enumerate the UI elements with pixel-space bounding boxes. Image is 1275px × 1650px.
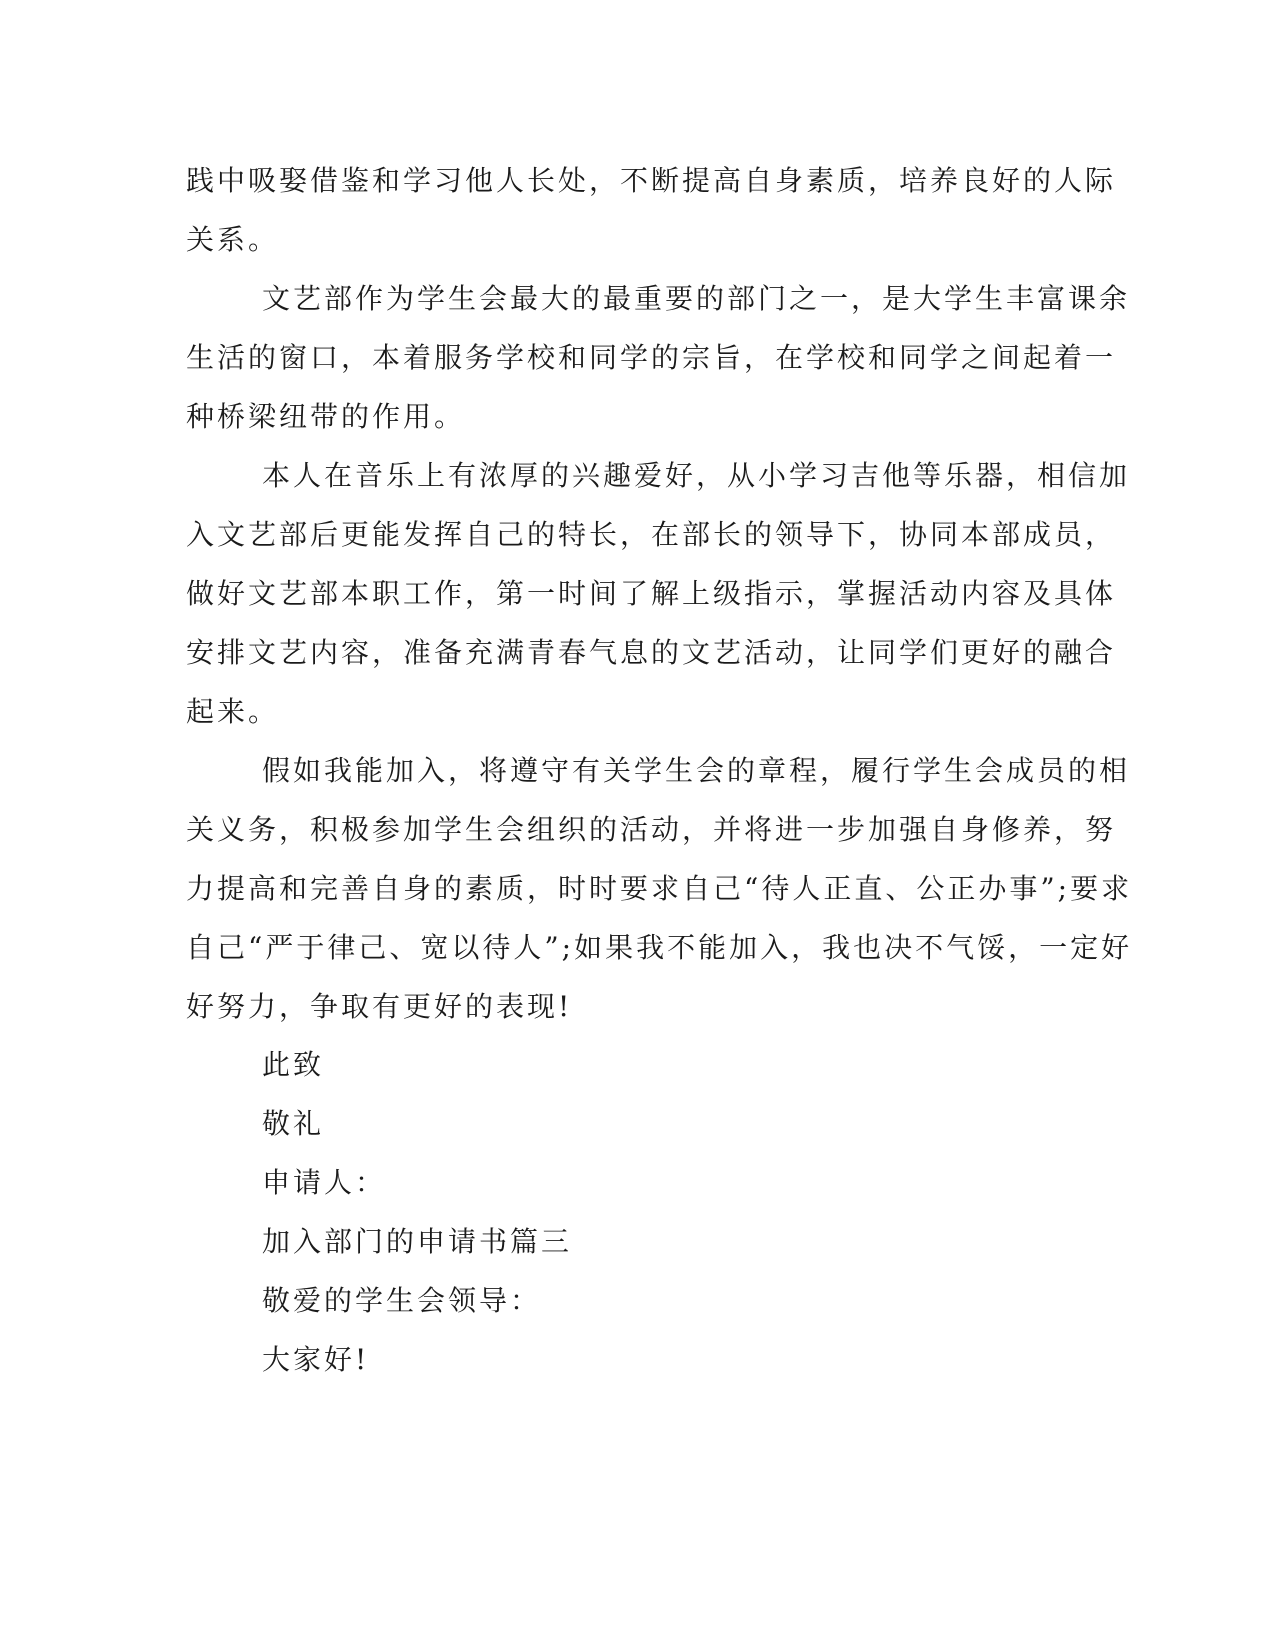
applicant-label: 申请人： (262, 1166, 387, 1199)
body-text-line: 文艺部作为学生会最大的最重要的部门之一，是大学生丰富课余 (262, 282, 1131, 315)
closing-regards: 敬礼 (262, 1107, 325, 1140)
body-text-line: 假如我能加入，将遵守有关学生会的章程，履行学生会成员的相 (262, 754, 1131, 787)
body-text-line: 本人在音乐上有浓厚的兴趣爱好，从小学习吉他等乐器，相信加 (262, 459, 1131, 492)
body-text-line: 安排文艺内容，准备充满青春气息的文艺活动，让同学们更好的融合 (186, 636, 1117, 669)
letter-opening: 大家好! (262, 1343, 370, 1376)
section-heading: 加入部门的申请书篇三 (262, 1225, 573, 1258)
body-text-line: 关系。 (186, 223, 280, 256)
body-text-line: 践中吸娶借鉴和学习他人长处，不断提高自身素质，培养良好的人际 (186, 164, 1117, 197)
body-text-line: 力提高和完善自身的素质，时时要求自己“待人正直、公正办事”;要求 (186, 872, 1133, 905)
body-text-line: 好努力，争取有更好的表现! (186, 990, 573, 1023)
body-text-line: 起来。 (186, 695, 280, 728)
body-text-line: 关义务，积极参加学生会组织的活动，并将进一步加强自身修养，努 (186, 813, 1117, 846)
letter-greeting: 敬爱的学生会领导： (262, 1284, 542, 1317)
closing-salutation: 此致 (262, 1048, 325, 1081)
body-text-line: 自己“严于律己、宽以待人”;如果我不能加入，我也决不气馁，一定好 (186, 931, 1133, 964)
body-text-line: 入文艺部后更能发挥自己的特长，在部长的领导下，协同本部成员， (186, 518, 1117, 551)
body-text-line: 做好文艺部本职工作，第一时间了解上级指示，掌握活动内容及具体 (186, 577, 1117, 610)
body-text-line: 种桥梁纽带的作用。 (186, 400, 466, 433)
body-text-line: 生活的窗口，本着服务学校和同学的宗旨，在学校和同学之间起着一 (186, 341, 1117, 374)
